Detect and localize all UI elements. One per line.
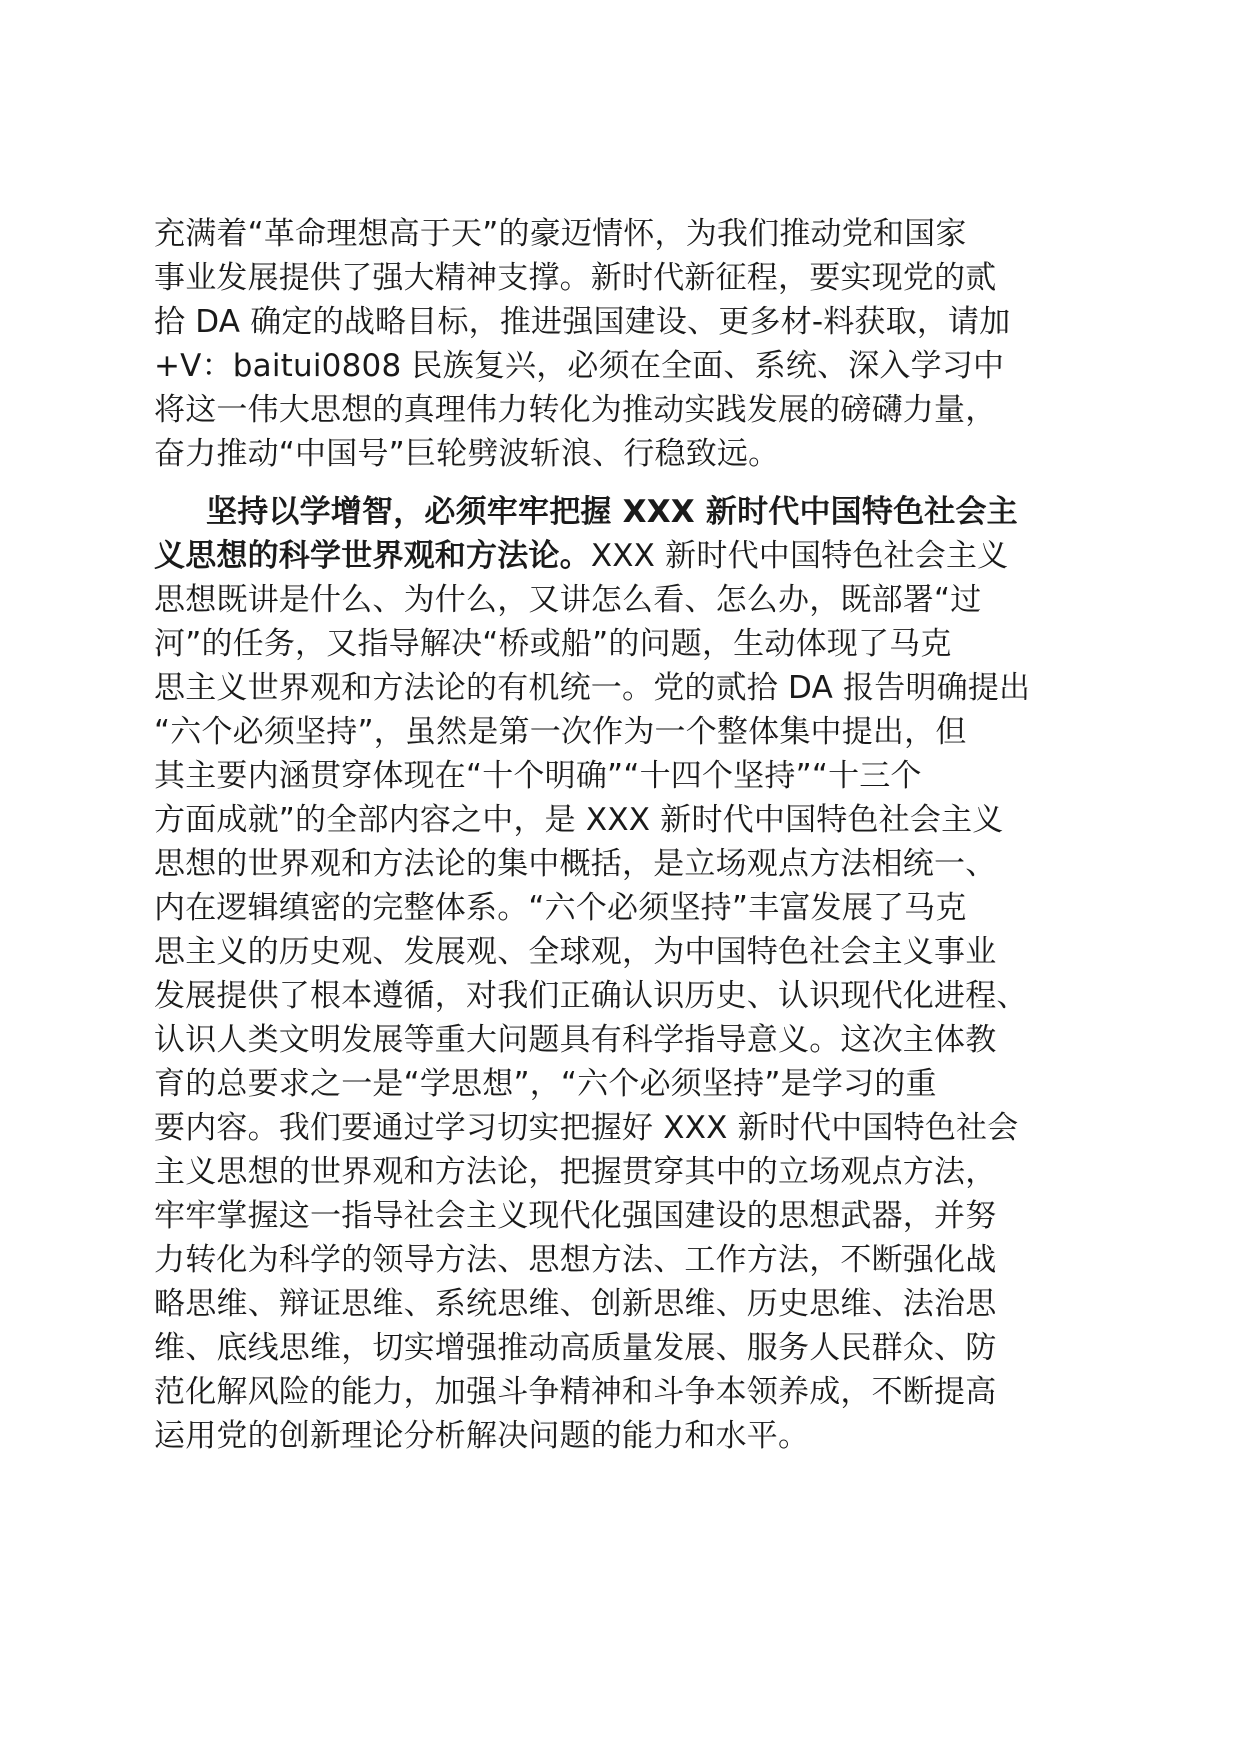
paragraph-line: 要内容。我们要通过学习切实把握好 XXX 新时代中国特色社会 <box>154 1110 1019 1146</box>
paragraph-line: 发展提供了根本遵循，对我们正确认识历史、认识现代化进程、 <box>154 978 1028 1014</box>
paragraph-line: 维、底线思维，切实增强推动高质量发展、服务人民群众、防 <box>154 1330 997 1366</box>
paragraph-line: 牢牢掌握这一指导社会主义现代化强国建设的思想武器，并努 <box>154 1198 997 1234</box>
paragraph-line: 范化解风险的能力，加强斗争精神和斗争本领养成，不断提高 <box>154 1374 997 1410</box>
paragraph-line: +V：baitui0808 民族复兴，必须在全面、系统、深入学习中 <box>154 348 1005 384</box>
paragraph-line: 育的总要求之一是“学思想”，“六个必须坚持”是学习的重 <box>154 1066 937 1102</box>
paragraph-line: 方面成就”的全部内容之中，是 XXX 新时代中国特色社会主义 <box>154 802 1004 838</box>
paragraph-line: 事业发展提供了强大精神支撑。新时代新征程，要实现党的贰 <box>154 260 997 296</box>
paragraph-line-rest: XXX 新时代中国特色社会主义 <box>590 538 1009 574</box>
paragraph-line: 思主义的历史观、发展观、全球观，为中国特色社会主义事业 <box>154 934 997 970</box>
paragraph-line: 充满着“革命理想高于天”的豪迈情怀，为我们推动党和国家 <box>154 216 967 252</box>
paragraph-line: 奋力推动“中国号”巨轮劈波斩浪、行稳致远。 <box>154 436 780 472</box>
paragraph-line: 略思维、辩证思维、系统思维、创新思维、历史思维、法治思 <box>154 1286 997 1322</box>
paragraph-line: 思想的世界观和方法论的集中概括，是立场观点方法相统一、 <box>154 846 997 882</box>
paragraph-line: 将这一伟大思想的真理伟力转化为推动实践发展的磅礴力量， <box>154 392 997 428</box>
document-body <box>154 212 1089 1458</box>
paragraph-line: 河”的任务，又指导解决“桥或船”的问题，生动体现了马克 <box>154 626 952 662</box>
paragraph-line: 其主要内涵贯穿体现在“十个明确”“十四个坚持”“十三个 <box>154 758 922 794</box>
paragraph-1 <box>154 212 1089 476</box>
paragraph-line: “六个必须坚持”，虽然是第一次作为一个整体集中提出，但 <box>154 714 967 750</box>
paragraph-heading-line: 坚持以学增智，必须牢牢把握 XXX 新时代中国特色社会主 <box>206 494 1018 530</box>
paragraph-line: 力转化为科学的领导方法、思想方法、工作方法，不断强化战 <box>154 1242 997 1278</box>
paragraph-line: 思想既讲是什么、为什么，又讲怎么看、怎么办，既部署“过 <box>154 582 982 618</box>
paragraph-line: 拾 DA 确定的战略目标，推进强国建设、更多材-料获取，请加 <box>154 304 1011 340</box>
paragraph-heading-tail: 义思想的科学世界观和方法论。 <box>154 538 591 574</box>
paragraph-line: 主义思想的世界观和方法论，把握贯穿其中的立场观点方法， <box>154 1154 997 1190</box>
paragraph-line: 运用党的创新理论分析解决问题的能力和水平。 <box>154 1418 810 1454</box>
paragraph-line: 思主义世界观和方法论的有机统一。党的贰拾 DA 报告明确提出 <box>154 670 1031 706</box>
paragraph-2 <box>154 490 1089 1458</box>
paragraph-line <box>154 534 1089 578</box>
paragraph-line: 内在逻辑缜密的完整体系。“六个必须坚持”丰富发展了马克 <box>154 890 967 926</box>
paragraph-line: 认识人类文明发展等重大问题具有科学指导意义。这次主体教 <box>154 1022 997 1058</box>
